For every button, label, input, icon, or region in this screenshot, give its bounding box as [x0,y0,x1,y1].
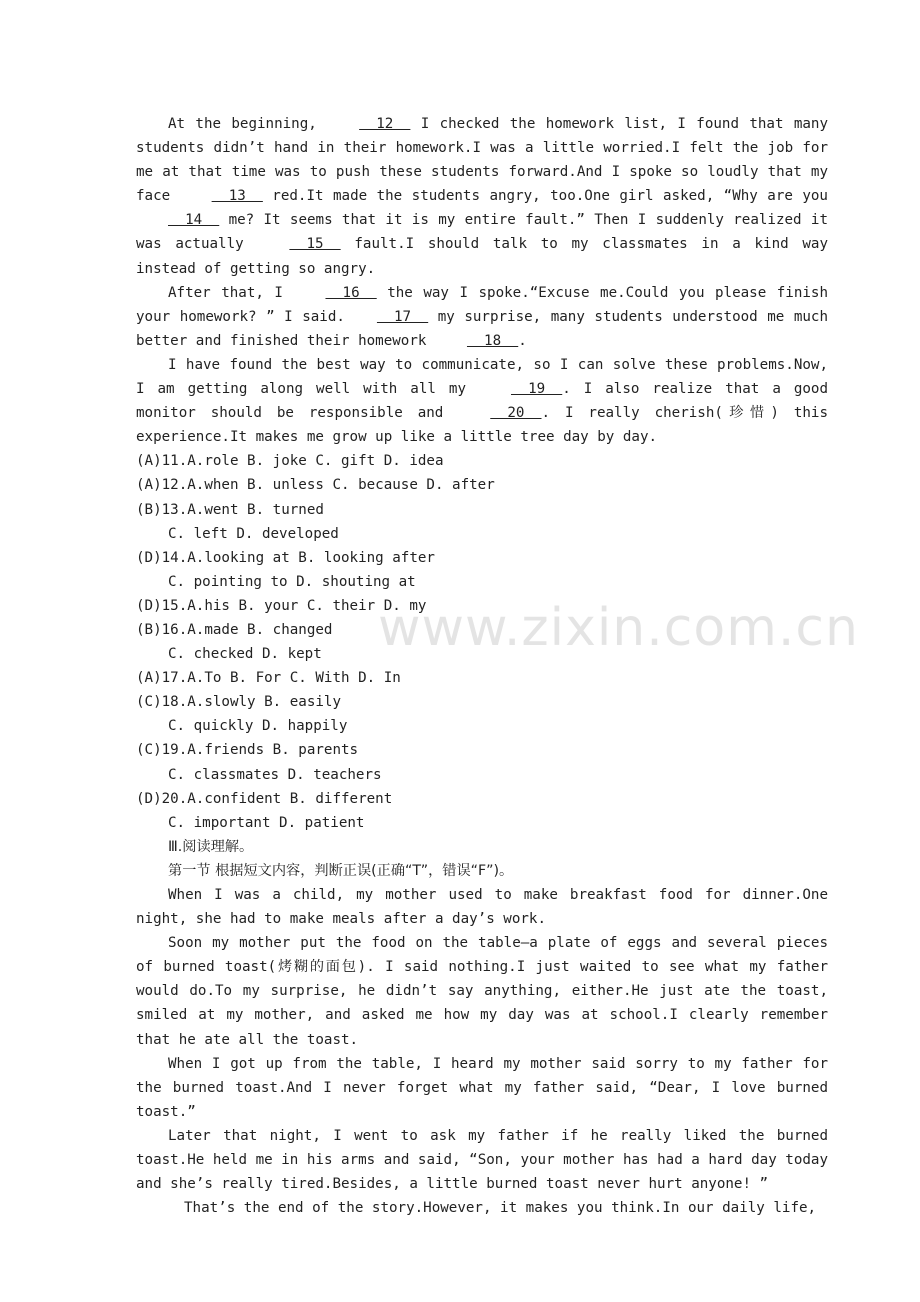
option-line: (D)14.A.looking at B. looking after [136,549,435,566]
option-line: (C)18.A.slowly B. easily [136,694,341,711]
watermark: www.zixin.com.cn [378,598,859,658]
text: After that, I [168,284,294,301]
blank-17: 17 [376,308,429,325]
option-line: (A)12.A.when B. unless C. because D. after [136,477,495,494]
option-line: (D)15.A.his B. your C. their D. my [136,597,427,614]
text: I checked the homework list, I found that many students didn’t hand in their homework.I was a little worried.I felt the job for me at that time was to push these students forward.And I spoke so loudly that my face [136,116,828,205]
option-line: (B)13.A.went B. turned [136,501,324,518]
text: me? It seems that it is my entire fault.” Then I suddenly realized it was actually [136,212,828,253]
passage1-paragraph2 [136,281,828,353]
blank-20: 20 [490,405,542,422]
passage2-paragraph1: When I was a child, my mother used to make breakfast food for dinner.One night, she had to make meals after a day’s work. [136,887,828,928]
blank-13: 13 [211,188,263,205]
text: At the beginning, [168,116,328,132]
option-line: (A)17.A.To B. For C. With D. In [136,670,401,687]
section-instruction: 第一节 根据短文内容，判断正误(正确“T”，错误“F”)。 [168,862,514,879]
passage2-paragraph5: That’s the end of the story.However, it makes you think.In our daily life, [184,1200,817,1217]
option-line: C. left D. developed [168,525,339,542]
blank-19: 19 [510,381,563,398]
option-line: C. pointing to D. shouting at [168,573,416,590]
blank-14: 14 [168,212,220,229]
passage1-paragraph3 [136,353,828,449]
blank-12: 12 [359,116,411,132]
blank-15: 15 [289,236,341,253]
option-line: C. quickly D. happily [168,718,348,735]
option-line: C. checked D. kept [168,646,322,663]
option-line: C. important D. patient [168,814,365,831]
text: my surprise, many students understood me much better and finished their homework [136,308,828,349]
blank-18: 18 [466,332,519,349]
passage2-paragraph3: When I got up from the table, I heard my mother said sorry to my father for the burned toast.And I never forget what my father said, “Dear, I love burned toast.” [136,1055,828,1120]
answer-options [136,449,828,835]
text: . [518,332,527,349]
option-line: (D)20.A.confident B. different [136,790,393,807]
section-title: Ⅲ.阅读理解。 [168,838,254,855]
text: the way I spoke.“Excuse me.Could you please finish your homework? ” I said. [136,284,828,325]
text: . I really cherish(珍惜) this experience.It makes me grow up like a little tree day by day. [136,405,829,446]
option-line: (A)11.A.role B. joke C. gift D. idea [136,453,444,470]
passage1-paragraph1 [136,112,828,281]
passage2-paragraph2: Soon my mother put the food on the table—a plate of eggs and several pieces of burned toast(烤糊的面包). I said nothing.I just waited to see what my father would do.To my surprise, he didn’t say anything, either.He just ate the toast, smiled at my mother, and asked me how my day was at school.I clearly remember that he ate all the toast. [136,935,828,1048]
text: . I also realize that a good monitor should be responsible and [136,381,829,422]
blank-16: 16 [325,284,377,301]
option-line: (B)16.A.made B. changed [136,621,333,638]
option-line: C. classmates D. teachers [168,766,382,783]
text: I have found the best way to communicate, so I can solve these problems.Now, I am getting along well with all my [136,356,828,398]
document-page [136,112,828,1220]
text: red.It made the students angry, too.One girl asked, “Why are you [262,188,828,205]
passage2-paragraph4: Later that night, I went to ask my father if he really liked the burned toast.He held me in his arms and said, “Son, your mother has had a hard day today and she’s really tired.Besides, a little burned toast never hurt anyone! ” [136,1127,828,1193]
text: fault.I should talk to my classmates in a kind way instead of getting so angry. [136,236,828,277]
option-line: (C)19.A.friends B. parents [136,742,359,759]
